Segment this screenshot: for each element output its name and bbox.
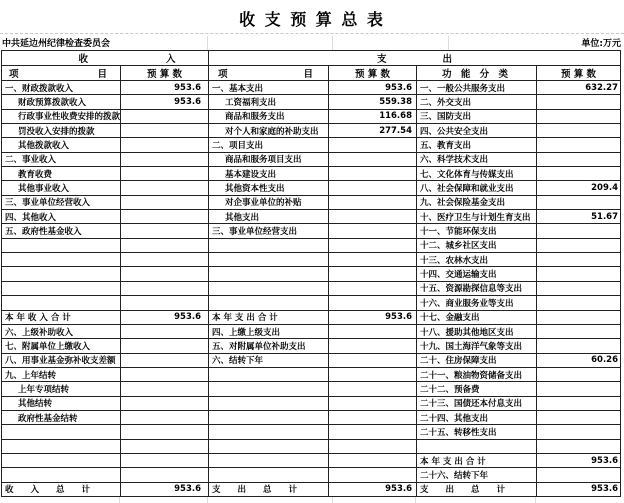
item-label-cell: 五、政府性基金收入 bbox=[2, 224, 121, 237]
table-row bbox=[2, 295, 208, 309]
item-label-cell bbox=[209, 296, 329, 309]
table-row bbox=[417, 424, 620, 438]
table-row bbox=[209, 252, 416, 266]
table-row bbox=[417, 152, 620, 166]
budget-value-cell bbox=[121, 296, 208, 309]
budget-value-cell bbox=[121, 468, 208, 481]
table-row bbox=[2, 137, 208, 151]
budget-value-cell bbox=[329, 138, 416, 151]
table-row bbox=[2, 152, 208, 166]
budget-value-cell bbox=[537, 196, 620, 209]
item-label-cell: 其他事业收入 bbox=[2, 181, 121, 194]
table-row bbox=[209, 166, 416, 180]
budget-value-cell bbox=[121, 239, 208, 252]
table-row bbox=[417, 410, 620, 424]
budget-value-cell: 953.6 bbox=[385, 82, 412, 93]
item-label-cell: 财政预算拨款收入 bbox=[2, 95, 121, 108]
table-row bbox=[417, 166, 620, 180]
table-row bbox=[209, 209, 416, 223]
meta-row bbox=[2, 37, 621, 49]
budget-value-cell bbox=[121, 224, 208, 237]
grid-line bbox=[332, 497, 333, 503]
budget-value-cell bbox=[121, 196, 208, 209]
table-row bbox=[209, 281, 416, 295]
budget-value-cell bbox=[537, 325, 620, 338]
income-column bbox=[2, 81, 209, 496]
budget-value-cell bbox=[121, 210, 208, 223]
table-row bbox=[209, 180, 416, 194]
table-row bbox=[417, 223, 620, 237]
item-label-cell: 其他支出 bbox=[209, 210, 329, 223]
budget-table bbox=[1, 50, 621, 497]
table-row bbox=[417, 396, 620, 410]
item-label-cell: 七、文化体育与传媒支出 bbox=[417, 167, 537, 180]
budget-value-cell bbox=[537, 224, 620, 237]
budget-value-cell: 51.67 bbox=[591, 211, 618, 222]
budget-value-cell bbox=[329, 196, 416, 209]
budget-value-cell bbox=[537, 339, 620, 352]
budget-value-cell bbox=[537, 239, 620, 252]
item-label-cell bbox=[417, 440, 537, 453]
budget-value-cell bbox=[121, 354, 208, 367]
table-row bbox=[417, 266, 620, 280]
budget-value-cell: 953.6 bbox=[591, 455, 618, 466]
budget-value-cell bbox=[121, 167, 208, 180]
expenditure-budget-header: 预 算 数 bbox=[329, 66, 417, 80]
grid-line bbox=[415, 497, 416, 503]
item-label-cell: 三、事业单位经营收入 bbox=[2, 196, 121, 209]
item-label-cell: 十三、农林水支出 bbox=[417, 253, 537, 266]
org-name: 中共延边州纪律检查委员会 bbox=[2, 39, 111, 49]
table-row bbox=[2, 123, 208, 137]
table-row bbox=[2, 195, 208, 209]
item-label-cell bbox=[2, 296, 121, 309]
table-row bbox=[2, 324, 208, 338]
table-row bbox=[209, 137, 416, 151]
item-label-cell bbox=[2, 253, 121, 266]
item-label-cell bbox=[209, 397, 329, 410]
item-label-cell: 七、附属单位上缴收入 bbox=[2, 339, 121, 352]
budget-value-cell: 559.38 bbox=[379, 97, 412, 108]
item-label-cell: 四、其他收入 bbox=[2, 210, 121, 223]
expenditure-header-char: 出 bbox=[442, 54, 453, 65]
budget-value-cell: 953.6 bbox=[174, 312, 201, 323]
budget-value-cell: 953.6 bbox=[174, 97, 201, 108]
budget-value-cell bbox=[329, 282, 416, 295]
income-section-header bbox=[2, 51, 209, 65]
grid-line bbox=[332, 36, 333, 50]
budget-value-cell bbox=[329, 224, 416, 237]
budget-value-cell bbox=[329, 267, 416, 280]
expenditure-section-header bbox=[209, 51, 620, 65]
table-row bbox=[2, 252, 208, 266]
income-header-char: 入 bbox=[166, 54, 176, 65]
budget-value-cell bbox=[121, 382, 208, 395]
item-label-cell: 六、科学技术支出 bbox=[417, 153, 537, 166]
table-row bbox=[209, 353, 416, 367]
table-row bbox=[209, 482, 416, 496]
budget-value-cell bbox=[537, 110, 620, 123]
item-label-cell bbox=[209, 267, 329, 280]
table-row bbox=[2, 223, 208, 237]
budget-value-cell bbox=[537, 267, 620, 280]
table-row bbox=[417, 295, 620, 309]
table-row bbox=[209, 367, 416, 381]
page-break-divider bbox=[0, 33, 624, 34]
budget-value-cell: 632.27 bbox=[585, 82, 618, 93]
table-row bbox=[417, 252, 620, 266]
budget-value-cell bbox=[537, 397, 620, 410]
item-label-cell: 基本建设支出 bbox=[209, 167, 329, 180]
item-label-cell bbox=[2, 468, 121, 481]
function-class-column bbox=[417, 81, 620, 496]
item-label-cell bbox=[209, 468, 329, 481]
budget-value-cell bbox=[121, 425, 208, 438]
item-label-cell: 八、用事业基金弥补收支差额 bbox=[2, 354, 121, 367]
table-row bbox=[2, 238, 208, 252]
grid-line bbox=[535, 497, 536, 503]
budget-value-cell bbox=[329, 368, 416, 381]
expenditure-header-char: 支 bbox=[376, 54, 387, 65]
budget-value-cell bbox=[121, 253, 208, 266]
table-row bbox=[209, 123, 416, 137]
table-row bbox=[2, 266, 208, 280]
item-label-cell: 十八、援助其他地区支出 bbox=[417, 325, 537, 338]
table-row bbox=[209, 295, 416, 309]
budget-value-cell bbox=[121, 282, 208, 295]
item-label-cell: 本 年 收 入 合 计 bbox=[2, 311, 121, 324]
table-row bbox=[417, 467, 620, 481]
item-label-cell: 罚没收入安排的拨款 bbox=[2, 124, 121, 137]
table-row bbox=[417, 439, 620, 453]
item-label-cell: 其他资本性支出 bbox=[209, 181, 329, 194]
table-row bbox=[209, 238, 416, 252]
budget-value-cell bbox=[537, 296, 620, 309]
item-label-cell: 支 出 总 计 bbox=[417, 483, 537, 496]
grid-line bbox=[448, 36, 449, 50]
item-label-cell bbox=[2, 440, 121, 453]
budget-value-cell bbox=[329, 210, 416, 223]
item-label-cell bbox=[2, 267, 121, 280]
budget-value-cell bbox=[329, 153, 416, 166]
table-row bbox=[417, 453, 620, 467]
item-label-cell bbox=[209, 239, 329, 252]
item-label-cell: 二、事业收入 bbox=[2, 153, 121, 166]
budget-value-cell bbox=[329, 253, 416, 266]
item-label-cell: 十五、资源勘探信息等支出 bbox=[417, 282, 537, 295]
budget-value-cell bbox=[329, 296, 416, 309]
table-row bbox=[2, 367, 208, 381]
budget-value-cell bbox=[121, 339, 208, 352]
budget-value-cell bbox=[537, 95, 620, 108]
table-row bbox=[2, 467, 208, 481]
item-label-cell: 三、事业单位经营支出 bbox=[209, 224, 329, 237]
table-row bbox=[209, 338, 416, 352]
table-row bbox=[417, 94, 620, 108]
item-label-cell: 六、上级补助收入 bbox=[2, 325, 121, 338]
item-label-cell: 行政事业性收费安排的拨款 bbox=[2, 110, 121, 123]
budget-value-cell bbox=[537, 382, 620, 395]
item-label-cell: 一、基本支出 bbox=[209, 81, 329, 94]
item-label-cell bbox=[209, 411, 329, 424]
budget-value-cell bbox=[537, 282, 620, 295]
table-row bbox=[2, 310, 208, 324]
item-label-cell: 其他拨款收入 bbox=[2, 138, 121, 151]
budget-value-cell bbox=[329, 167, 416, 180]
table-row bbox=[2, 338, 208, 352]
item-label-cell: 十九、国土海洋气象等支出 bbox=[417, 339, 537, 352]
table-row bbox=[417, 180, 620, 194]
function-class-header: 功 能 分 类 bbox=[417, 66, 537, 80]
table-row bbox=[417, 195, 620, 209]
table-row bbox=[209, 439, 416, 453]
item-label-cell bbox=[209, 282, 329, 295]
budget-value-cell bbox=[121, 368, 208, 381]
table-row bbox=[417, 109, 620, 123]
income-budget-header: 预 算 数 bbox=[121, 66, 209, 80]
grid-line bbox=[207, 36, 208, 50]
table-row bbox=[209, 94, 416, 108]
item-label-cell bbox=[209, 253, 329, 266]
budget-value-cell bbox=[537, 138, 620, 151]
budget-value-cell bbox=[329, 440, 416, 453]
section-header-row bbox=[2, 51, 620, 66]
table-row bbox=[209, 81, 416, 94]
budget-value-cell bbox=[329, 339, 416, 352]
item-label-cell: 商品和服务支出 bbox=[209, 110, 329, 123]
budget-value-cell bbox=[537, 440, 620, 453]
table-row bbox=[209, 381, 416, 395]
item-label-cell bbox=[2, 239, 121, 252]
budget-value-cell bbox=[329, 239, 416, 252]
budget-value-cell bbox=[537, 311, 620, 324]
item-label-cell: 上年专项结转 bbox=[2, 382, 121, 395]
table-row bbox=[2, 166, 208, 180]
budget-value-cell bbox=[329, 397, 416, 410]
item-label-cell: 一、一般公共服务支出 bbox=[417, 81, 537, 94]
budget-value-cell bbox=[121, 454, 208, 467]
budget-value-cell bbox=[537, 368, 620, 381]
table-row bbox=[209, 266, 416, 280]
budget-value-cell bbox=[537, 411, 620, 424]
item-label-cell: 五、教育支出 bbox=[417, 138, 537, 151]
budget-value-cell: 116.68 bbox=[379, 111, 412, 122]
table-row bbox=[2, 410, 208, 424]
item-label-cell: 一、财政拨款收入 bbox=[2, 81, 121, 94]
table-row bbox=[209, 410, 416, 424]
item-label-cell: 八、社会保障和就业支出 bbox=[417, 181, 537, 194]
table-row bbox=[2, 439, 208, 453]
budget-value-cell bbox=[121, 325, 208, 338]
table-row bbox=[2, 482, 208, 496]
item-label-cell: 政府性基金结转 bbox=[2, 411, 121, 424]
item-label-cell: 四、上缴上级支出 bbox=[209, 325, 329, 338]
table-row bbox=[2, 281, 208, 295]
budget-value-cell bbox=[329, 382, 416, 395]
grid-line bbox=[207, 497, 208, 503]
item-label-cell: 商品和服务项目支出 bbox=[209, 153, 329, 166]
table-row bbox=[2, 381, 208, 395]
item-label-cell: 其他结转 bbox=[2, 397, 121, 410]
budget-value-cell: 953.6 bbox=[174, 82, 201, 93]
budget-value-cell bbox=[121, 411, 208, 424]
budget-value-cell bbox=[329, 468, 416, 481]
item-label-cell bbox=[209, 454, 329, 467]
budget-value-cell bbox=[121, 124, 208, 137]
budget-value-cell bbox=[121, 397, 208, 410]
budget-value-cell bbox=[329, 325, 416, 338]
table-row bbox=[2, 353, 208, 367]
unit-label: 单位:万元 bbox=[581, 39, 621, 49]
budget-value-cell bbox=[121, 181, 208, 194]
budget-value-cell bbox=[537, 253, 620, 266]
table-row bbox=[2, 109, 208, 123]
budget-value-cell bbox=[537, 468, 620, 481]
table-row bbox=[417, 381, 620, 395]
grid-line bbox=[119, 497, 120, 503]
item-label-cell: 对企事业单位的补贴 bbox=[209, 196, 329, 209]
table-row bbox=[2, 424, 208, 438]
table-row bbox=[417, 310, 620, 324]
budget-value-cell bbox=[121, 110, 208, 123]
item-label-cell bbox=[2, 425, 121, 438]
budget-value-cell bbox=[329, 454, 416, 467]
budget-value-cell bbox=[329, 411, 416, 424]
table-row bbox=[209, 396, 416, 410]
budget-value-cell bbox=[537, 425, 620, 438]
table-row bbox=[2, 180, 208, 194]
table-row bbox=[417, 209, 620, 223]
budget-value-cell bbox=[537, 124, 620, 137]
budget-value-cell: 953.6 bbox=[591, 484, 618, 495]
item-label-cell: 教育收费 bbox=[2, 167, 121, 180]
budget-value-cell bbox=[121, 138, 208, 151]
item-label-cell: 五、对附属单位补助支出 bbox=[209, 339, 329, 352]
table-row bbox=[209, 324, 416, 338]
table-body bbox=[2, 81, 620, 496]
item-label-cell: 十四、交通运输支出 bbox=[417, 267, 537, 280]
table-row bbox=[209, 453, 416, 467]
table-row bbox=[417, 353, 620, 367]
budget-value-cell bbox=[121, 440, 208, 453]
item-label-cell: 九、社会保险基金支出 bbox=[417, 196, 537, 209]
item-label-cell: 二十五、转移性支出 bbox=[417, 425, 537, 438]
function-budget-header: 预 算 数 bbox=[560, 69, 597, 80]
table-row bbox=[2, 81, 208, 94]
table-row bbox=[209, 467, 416, 481]
item-label-cell bbox=[209, 382, 329, 395]
item-label-cell: 四、公共安全支出 bbox=[417, 124, 537, 137]
budget-value-cell: 953.6 bbox=[385, 484, 412, 495]
item-label-cell: 本 年 支 出 合 计 bbox=[417, 454, 537, 467]
item-label-cell: 支 出 总 计 bbox=[209, 483, 329, 496]
item-label-cell: 二十三、国债还本付息支出 bbox=[417, 397, 537, 410]
budget-value-cell bbox=[121, 267, 208, 280]
item-label-cell: 十一、节能环保支出 bbox=[417, 224, 537, 237]
table-row bbox=[209, 424, 416, 438]
budget-value-cell: 209.4 bbox=[591, 183, 618, 194]
table-row bbox=[209, 195, 416, 209]
budget-value-cell: 953.6 bbox=[174, 484, 201, 495]
item-label-cell bbox=[2, 282, 121, 295]
item-label-cell: 二十四、其他支出 bbox=[417, 411, 537, 424]
budget-value-cell: 953.6 bbox=[385, 312, 412, 323]
table-row bbox=[417, 482, 620, 496]
item-label-cell: 对个人和家庭的补助支出 bbox=[209, 124, 329, 137]
item-label-cell: 二十六、结转下年 bbox=[417, 468, 537, 481]
budget-value-cell: 277.54 bbox=[379, 125, 412, 136]
item-label-cell: 十二、城乡社区支出 bbox=[417, 239, 537, 252]
table-row bbox=[2, 396, 208, 410]
item-label-cell bbox=[2, 454, 121, 467]
item-label-cell: 十、医疗卫生与计划生育支出 bbox=[417, 210, 537, 223]
budget-value-cell bbox=[329, 181, 416, 194]
item-label-cell: 二十一、粮油物资储备支出 bbox=[417, 368, 537, 381]
table-row bbox=[417, 238, 620, 252]
budget-value-cell: 60.26 bbox=[591, 355, 618, 366]
item-label-cell: 十七、金融支出 bbox=[417, 311, 537, 324]
table-row bbox=[2, 453, 208, 467]
item-label-cell: 九、上年结转 bbox=[2, 368, 121, 381]
table-row bbox=[417, 367, 620, 381]
item-label-cell: 六、结转下年 bbox=[209, 354, 329, 367]
item-label-cell: 二、项目支出 bbox=[209, 138, 329, 151]
table-row bbox=[417, 123, 620, 137]
budget-value-cell bbox=[121, 153, 208, 166]
table-row bbox=[417, 338, 620, 352]
item-label-cell: 二、外交支出 bbox=[417, 95, 537, 108]
table-row bbox=[209, 109, 416, 123]
budget-value-cell bbox=[537, 153, 620, 166]
table-row bbox=[417, 281, 620, 295]
table-row bbox=[417, 324, 620, 338]
table-row bbox=[417, 81, 620, 94]
table-row bbox=[2, 209, 208, 223]
table-row bbox=[417, 137, 620, 151]
item-label-cell bbox=[209, 368, 329, 381]
table-row bbox=[209, 223, 416, 237]
item-label-cell: 收 入 总 计 bbox=[2, 483, 121, 496]
item-label-cell: 二十二、预备费 bbox=[417, 382, 537, 395]
item-label-cell: 本 年 支 出 合 计 bbox=[209, 311, 329, 324]
table-row bbox=[2, 94, 208, 108]
item-label-cell: 工资福利支出 bbox=[209, 95, 329, 108]
page-title: 收 支 预 算 总 表 bbox=[239, 10, 385, 29]
expenditure-item-header: 项 目 bbox=[209, 66, 329, 80]
expenditure-column bbox=[209, 81, 417, 496]
income-header-char: 收 bbox=[78, 54, 88, 65]
item-label-cell: 十六、商业服务业等支出 bbox=[417, 296, 537, 309]
item-label-cell: 三、国防支出 bbox=[417, 110, 537, 123]
budget-value-cell bbox=[329, 354, 416, 367]
table-row bbox=[209, 152, 416, 166]
item-label-cell bbox=[209, 425, 329, 438]
item-label-cell: 二十、住房保障支出 bbox=[417, 354, 537, 367]
item-label-cell bbox=[209, 440, 329, 453]
table-row bbox=[209, 310, 416, 324]
column-header-row bbox=[2, 66, 620, 81]
budget-value-cell bbox=[537, 167, 620, 180]
income-item-header: 项 目 bbox=[2, 66, 121, 80]
budget-value-cell bbox=[329, 425, 416, 438]
